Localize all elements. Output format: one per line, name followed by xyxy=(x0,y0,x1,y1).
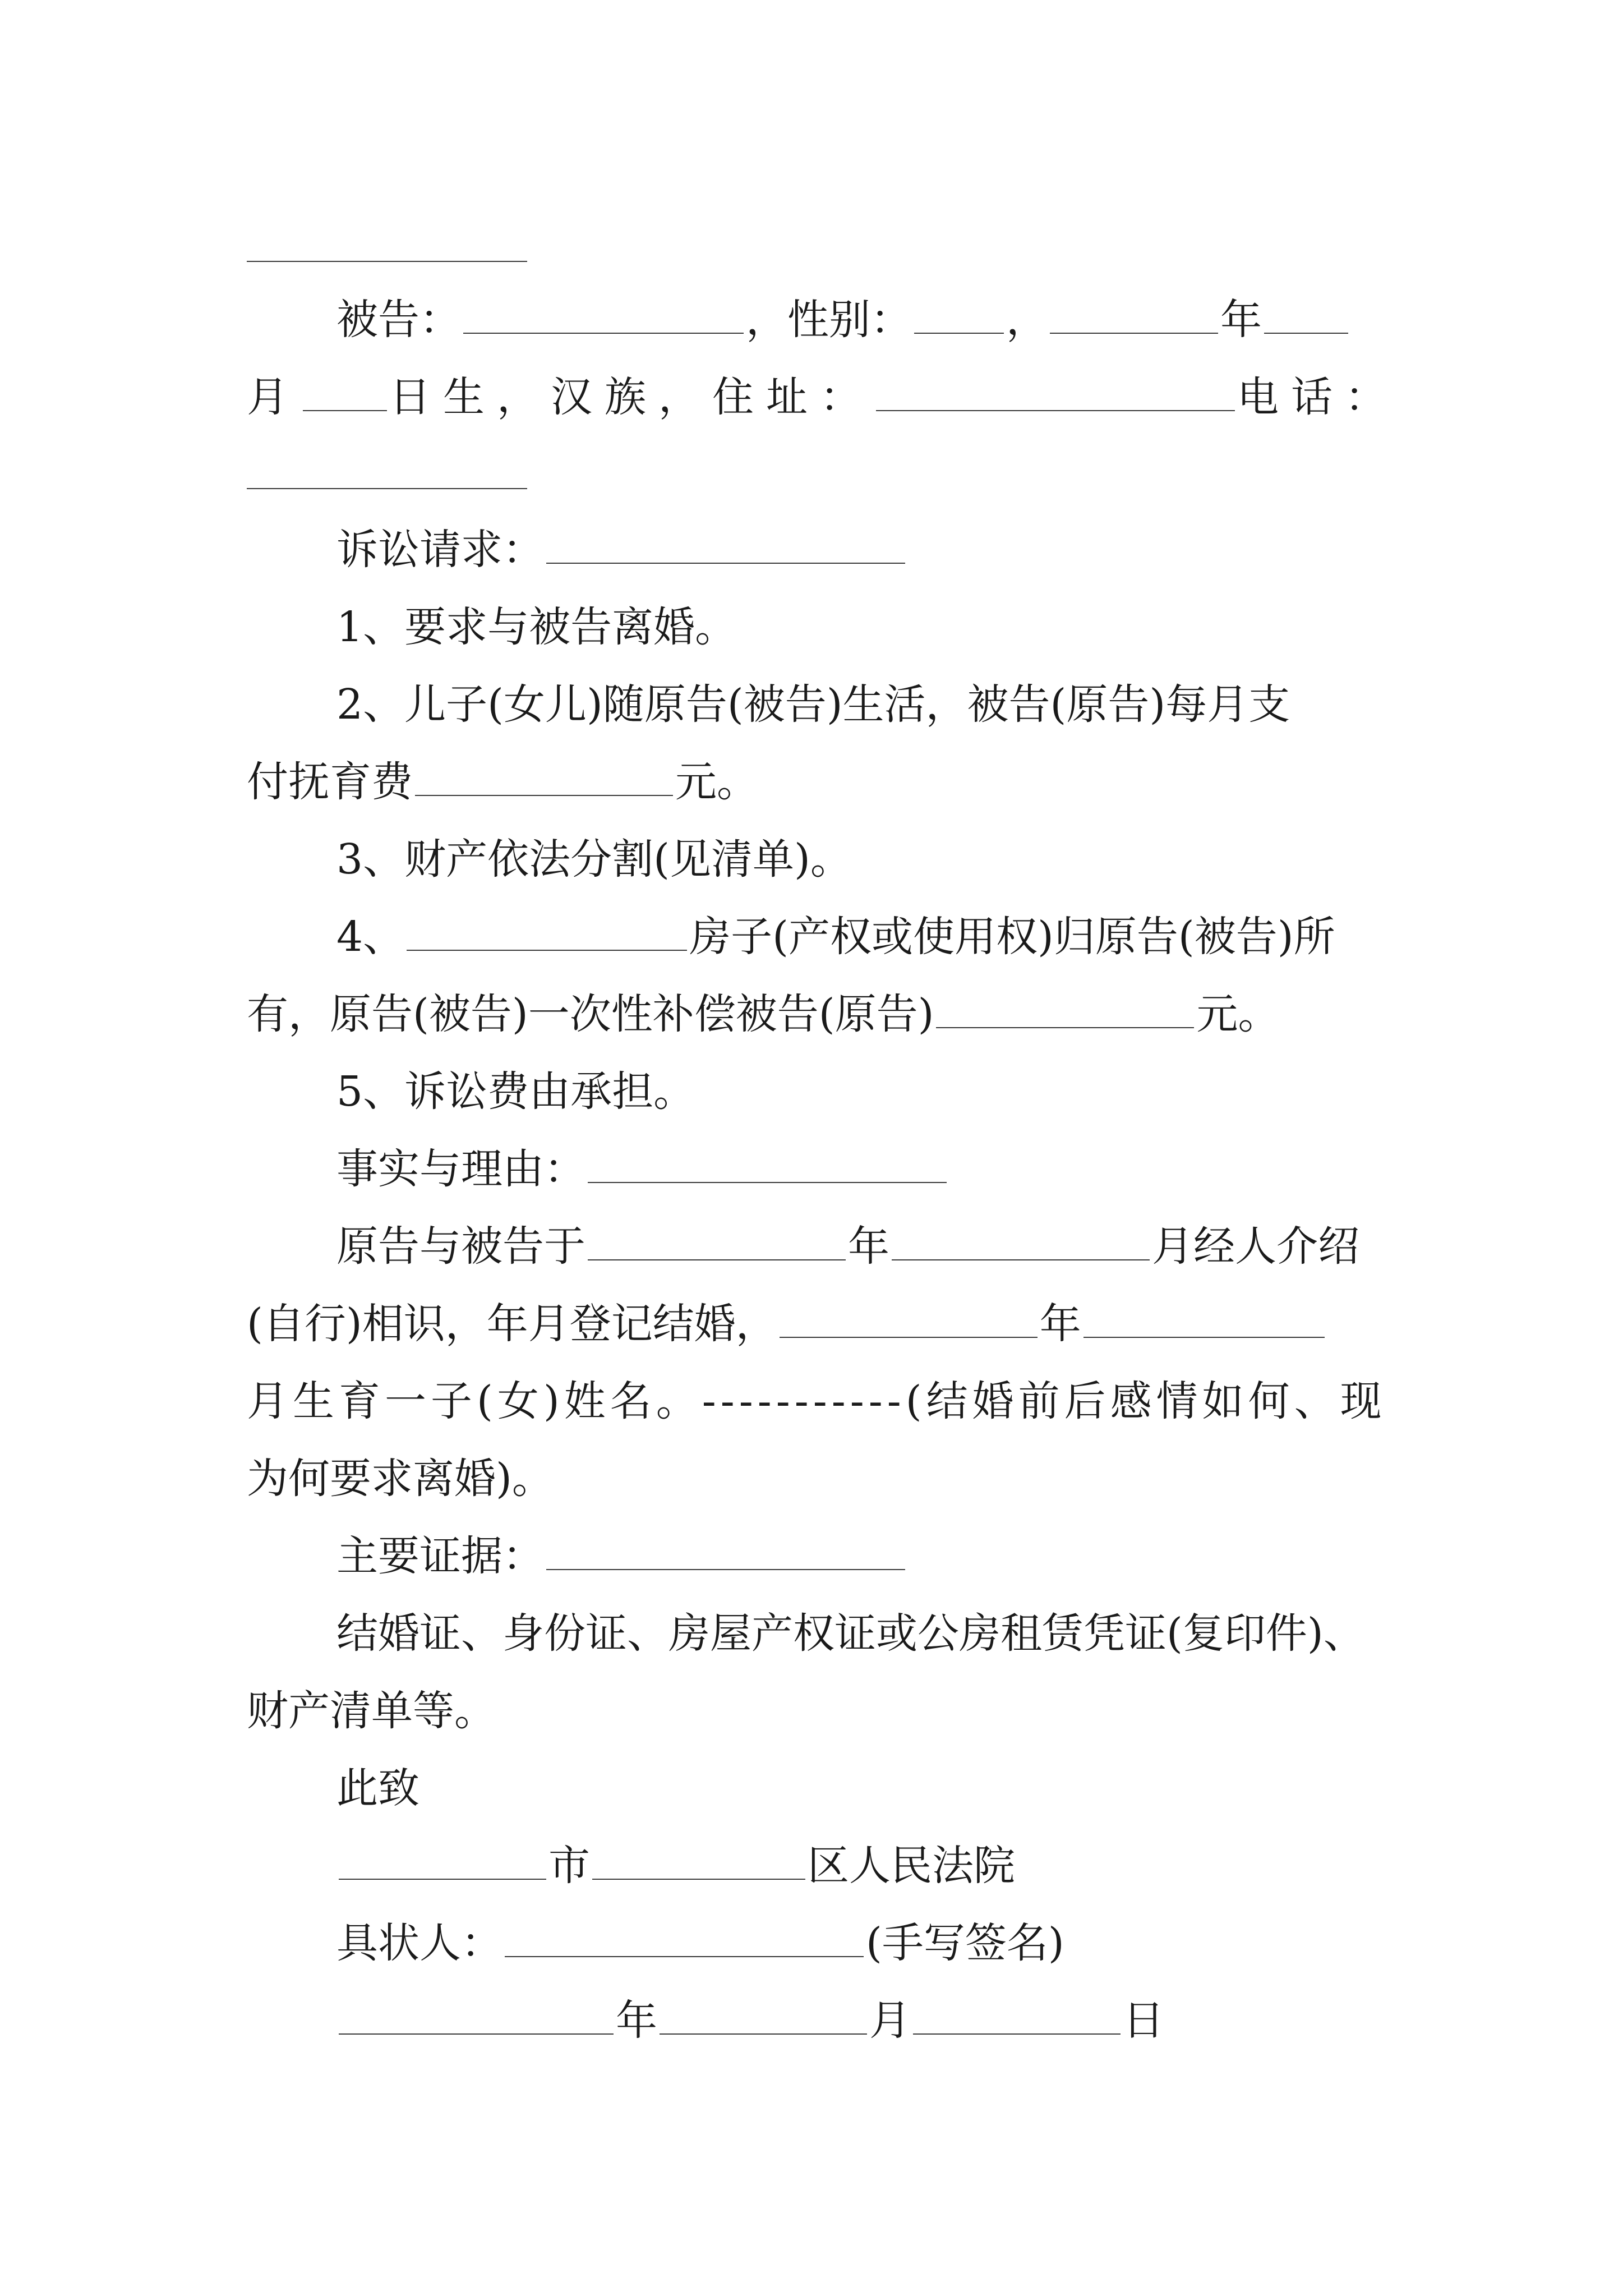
claim-4-number: 4、 xyxy=(336,913,405,961)
evidence-line-1: 结婚证、身份证、房屋产权证或公房租赁凭证(复印件)、 xyxy=(336,1609,1365,1658)
claim-item-5: 5、诉讼费由承担。 xyxy=(336,1068,695,1116)
closing-greeting: 此致 xyxy=(336,1764,419,1812)
defendant-gender-label: ，性别： xyxy=(746,296,912,344)
blank-date-month xyxy=(660,2033,867,2035)
claim-item-3: 3、财产依法分割(见清单)。 xyxy=(336,835,852,884)
closing-court-line xyxy=(336,1838,1015,1894)
blank-birth-day xyxy=(303,409,387,411)
date-month: 月 xyxy=(869,1996,911,2045)
blank-compensation xyxy=(936,1027,1194,1028)
blank-line-top xyxy=(247,261,527,262)
blank-signature xyxy=(505,1955,864,1957)
claim-item-2-line-1: 2、儿子(女儿)随原告(被告)生活，被告(原告)每月支 xyxy=(336,680,1290,729)
closing-signer-line xyxy=(336,1915,1064,1971)
evidence-heading xyxy=(336,1528,907,1584)
evidence-line-2: 财产清单等。 xyxy=(247,1687,496,1735)
court-city: 市 xyxy=(548,1842,590,1890)
date-year: 年 xyxy=(616,1996,657,2045)
claim-item-2-line-2 xyxy=(247,754,758,810)
support-fee-unit: 元。 xyxy=(675,758,758,806)
blank-district xyxy=(592,1878,805,1880)
blank-phone xyxy=(247,488,527,489)
blank-child-year xyxy=(780,1336,1038,1338)
facts-met-label: 原告与被告于 xyxy=(336,1222,585,1271)
blank-birth-year xyxy=(1050,332,1218,334)
claims-heading-text: 诉讼请求： xyxy=(336,526,544,574)
blank-birth-month xyxy=(1264,332,1348,334)
blank-met-month xyxy=(892,1259,1150,1260)
blank-city xyxy=(339,1878,546,1880)
blank-claims xyxy=(546,562,905,564)
defendant-year: 年 xyxy=(1220,296,1262,344)
defendant-month: 月 xyxy=(247,373,301,421)
claims-heading xyxy=(336,522,907,578)
claim-item-1: 1、要求与被告离婚。 xyxy=(336,603,737,651)
facts-line-4: 为何要求离婚)。 xyxy=(247,1455,554,1503)
defendant-sep: ， xyxy=(1006,296,1048,344)
closing-date-line xyxy=(336,1993,1164,2049)
blank-date-year xyxy=(339,2033,614,2035)
claim-item-4-line-2 xyxy=(247,986,1279,1042)
blank-address xyxy=(876,409,1235,411)
defendant-phone-label: 电话： xyxy=(1237,373,1399,421)
facts-heading xyxy=(336,1141,949,1197)
claim-4-text: 房子(产权或使用权)归原告(被告)所 xyxy=(689,913,1335,961)
facts-met-month: 月经人介绍 xyxy=(1152,1222,1359,1271)
facts-married-label: (自行)相识，年月登记结婚， xyxy=(247,1300,777,1348)
blank-defendant-name xyxy=(463,332,744,334)
support-fee-label: 付抚育费 xyxy=(247,758,413,806)
defendant-line-1 xyxy=(336,292,1350,348)
facts-line-2 xyxy=(247,1296,1327,1352)
facts-child-year: 年 xyxy=(1039,1300,1081,1348)
facts-heading-text: 事实与理由： xyxy=(336,1145,585,1193)
blank-date-day xyxy=(913,2033,1121,2035)
signer-label: 具状人： xyxy=(336,1919,502,1967)
blank-evidence xyxy=(546,1568,905,1570)
blank-child-month xyxy=(1083,1336,1325,1338)
compensation-unit: 元。 xyxy=(1196,990,1280,1038)
evidence-heading-text: 主要证据： xyxy=(336,1532,544,1580)
blank-support-fee xyxy=(415,794,673,796)
claim-item-4-line-1 xyxy=(336,909,1335,965)
facts-line-1 xyxy=(336,1218,1359,1274)
defendant-line-2 xyxy=(247,369,1399,425)
court-name: 区人民法院 xyxy=(808,1842,1015,1890)
blank-gender xyxy=(914,332,1004,334)
blank-met-year xyxy=(588,1259,846,1260)
facts-line-3: 月生育一子(女)姓名。-----------(结婚前后感情如何、现 xyxy=(247,1377,1386,1425)
blank-house xyxy=(407,949,687,951)
date-day: 日 xyxy=(1123,1996,1164,2045)
defendant-address-label: 日生，汉族，住址： xyxy=(389,373,874,421)
facts-met-year: 年 xyxy=(848,1222,889,1271)
signer-note: (手写签名) xyxy=(866,1919,1064,1967)
compensation-label: 有，原告(被告)一次性补偿被告(原告) xyxy=(247,990,934,1038)
defendant-label: 被告： xyxy=(336,296,461,344)
blank-facts xyxy=(588,1181,947,1183)
